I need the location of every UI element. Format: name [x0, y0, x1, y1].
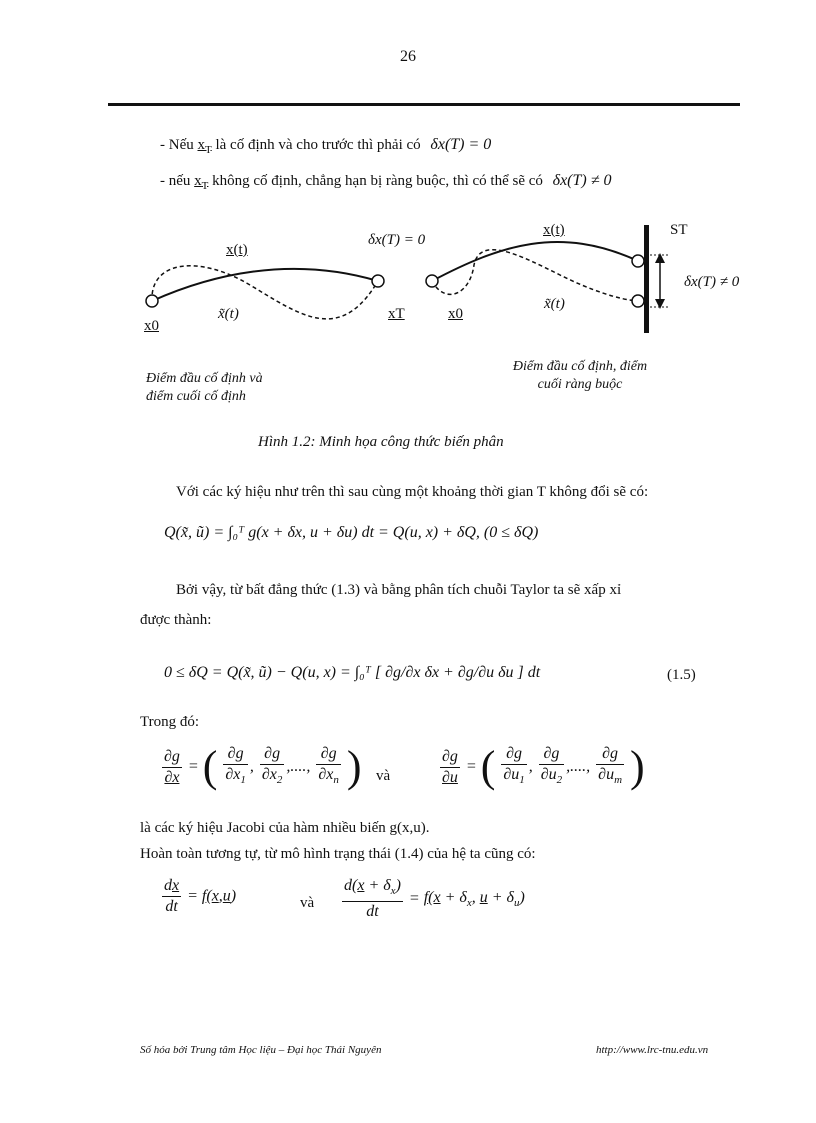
page-number: 26 — [400, 48, 416, 65]
intro-line-1-mid: là cố định và cho trước thì phải có — [215, 137, 421, 153]
equation-3-connector: và — [376, 768, 391, 784]
condition-constrained: δx(T) ≠ 0 — [552, 172, 612, 189]
equation-4-connector: và — [300, 895, 315, 911]
footer-source: Số hóa bởi Trung tâm Học liệu – Đại học Thái Nguyên — [140, 1044, 382, 1056]
right-caption — [470, 358, 690, 394]
left-x0-label: x0 — [144, 318, 159, 334]
paragraph-2-line-2: được thành: — [140, 612, 212, 628]
equation-4-left: $\frac{dx}{dt}$ = f(x,u) — [164, 877, 237, 915]
left-end-point — [372, 275, 384, 287]
equation-3-left: $\frac{\partial g}{\partial x}$ = ( $\frac{\partial g}{\partial x_1}$ , $\frac{\partial g}{\partial x_2}$ ,...., $\frac{\partial g}{\partial x_n}$ ) — [164, 742, 362, 792]
intro-line-1-lead: - Nếu — [160, 137, 194, 153]
trong-do-label: Trong đó: — [140, 714, 200, 730]
right-x-tilde-label: x̃(t) — [544, 296, 565, 312]
intro-line-1 — [160, 136, 491, 156]
left-start-point — [146, 295, 158, 307]
jacobi-text: là các ký hiệu Jacobi của hàm nhiều biến g(x,u). — [140, 820, 430, 836]
header-rule — [108, 103, 740, 106]
right-start-point — [426, 275, 438, 287]
right-caption-line-1: Điểm đầu cố định, điểm — [512, 359, 648, 374]
left-xT-label: xT — [388, 306, 405, 322]
left-x-curve — [152, 269, 378, 301]
right-end-point-2 — [632, 295, 644, 307]
left-x-t-label: x(t) — [226, 242, 248, 258]
left-caption-line-1: Điểm đầu cố định và — [146, 371, 263, 386]
paragraph-3: Hoàn toàn tương tự, từ mô hình trạng thái (1.4) của hệ ta cũng có: — [140, 846, 536, 862]
right-x0-label: x0 — [448, 306, 463, 322]
left-caption — [146, 370, 263, 406]
equation-4-right: $\frac{d(x + \delta_x)}{dt}$ = $f(x + \delta_x$, $u + \delta_u$) — [344, 877, 525, 921]
equation-2-number: (1.5) — [667, 667, 696, 683]
right-caption-line-2: cuối ràng buộc — [537, 377, 623, 392]
left-delta-label: δx(T) = 0 — [368, 232, 426, 248]
paragraph-2-line-1: Bởi vậy, từ bất đẳng thức (1.3) và bằng phân tích chuỗi Taylor ta sẽ xấp xỉ — [176, 582, 622, 598]
intro-line-2 — [160, 172, 612, 192]
xT-symbol-2: $x_T$ — [194, 173, 209, 192]
left-x-tilde-label: x̃(t) — [218, 306, 239, 322]
right-delta-label: δx(T) ≠ 0 — [684, 274, 740, 290]
equation-1: Q(x̃, ũ) = ∫₀ᵀ g(x + δx, u + δu) dt = Q(u, x) + δQ, (0 ≤ δQ) — [164, 524, 539, 541]
equation-3-right: $\frac{\partial g}{\partial u}$ = ( $\frac{\partial g}{\partial u_1}$ , $\frac{\partial g}{\partial u_2}$ ,...., $\frac{\partial g}{\partial u_m}$ ) — [442, 742, 645, 792]
intro-line-2-lead: - nếu — [160, 173, 191, 189]
paragraph-1: Với các ký hiệu như trên thì sau cùng một khoảng thời gian T không đổi sẽ có: — [176, 484, 649, 500]
intro-line-2-mid: không cố định, chẳng hạn bị ràng buộc, thì có thể sẽ có — [212, 173, 543, 189]
right-end-point-1 — [632, 255, 644, 267]
figure-caption: Hình 1.2: Minh họa công thức biến phân — [258, 434, 504, 450]
right-ST-label: ST — [670, 222, 688, 238]
left-caption-line-2: điểm cuối cố định — [146, 389, 246, 404]
equation-2: 0 ≤ δQ = Q(x̃, ũ) − Q(u, x) = ∫₀ᵀ [ ∂g/∂x δx + ∂g/∂u δu ] dt — [164, 664, 541, 681]
right-x-curve — [432, 242, 638, 281]
constraint-wall — [644, 225, 649, 333]
condition-fixed: δx(T) = 0 — [430, 136, 492, 153]
right-x-tilde-curve — [432, 250, 638, 301]
right-x-t-label: x(t) — [543, 222, 565, 238]
footer-url[interactable]: http://www.lrc-tnu.edu.vn — [596, 1044, 709, 1056]
xT-symbol: $x_T$ — [197, 137, 212, 156]
